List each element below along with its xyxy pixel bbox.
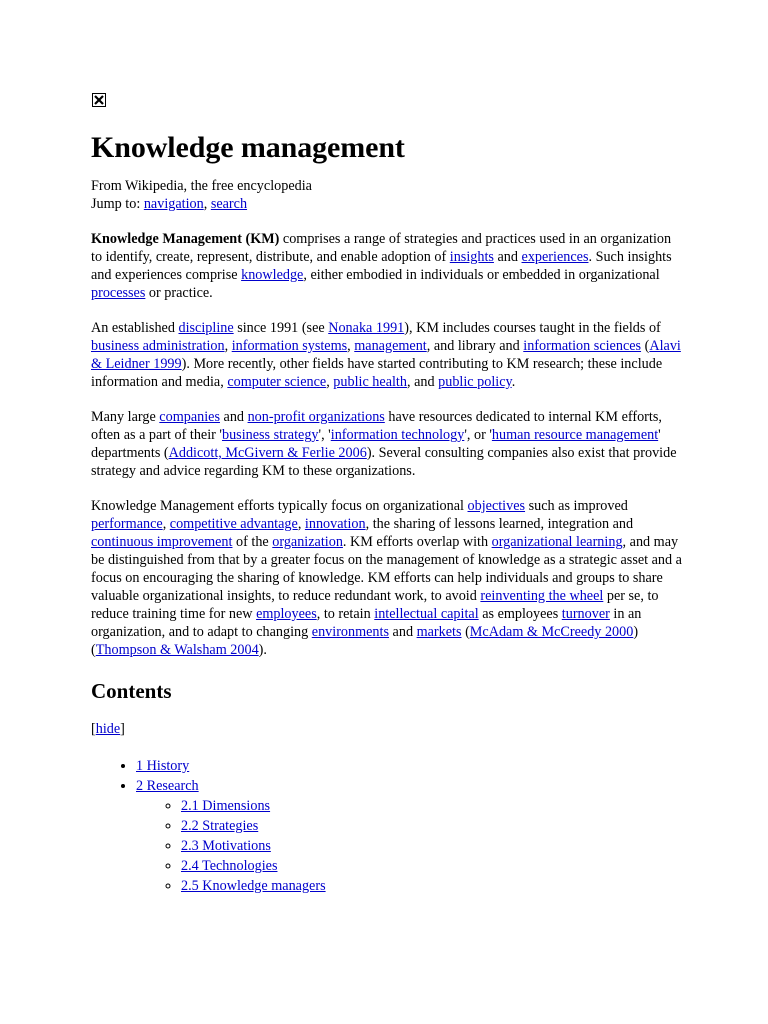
paragraph-text: , and (406, 374, 439, 390)
wiki-link[interactable]: public policy (438, 374, 512, 390)
paragraph-text: . (511, 374, 516, 390)
wiki-link[interactable]: processes (91, 285, 146, 301)
wiki-link[interactable]: continuous improvement (91, 534, 233, 550)
paragraph-text: , (347, 338, 355, 354)
wiki-link[interactable]: turnover (561, 606, 610, 622)
toc-item (136, 776, 683, 896)
article-body (91, 230, 683, 659)
paragraph-text: ). Several consulting companies also exist that provide strategy and advice regarding KM to these organizations. (91, 445, 677, 479)
wiki-link[interactable]: competitive advantage (169, 516, 298, 532)
bold-term: Knowledge Management (KM) (91, 231, 280, 247)
toc-sublink[interactable]: 2.5 Knowledge managers (181, 878, 326, 894)
article-paragraph (91, 408, 683, 480)
wiki-link[interactable]: information technology (330, 427, 465, 443)
site-tagline: From Wikipedia, the free encyclopedia (91, 178, 312, 194)
wiki-link[interactable]: management (354, 338, 427, 354)
toc-toggle-open: [ (91, 721, 96, 737)
toc-subitem (181, 796, 683, 816)
wiki-link[interactable]: insights (449, 249, 494, 265)
paragraph-text: ' departments ( (91, 427, 661, 461)
paragraph-text: as employees (478, 606, 562, 622)
jump-prefix: Jump to: (91, 196, 144, 212)
toc-subitem (181, 876, 683, 896)
wiki-link[interactable]: Addicott, McGivern & Ferlie 2006 (168, 445, 367, 461)
wiki-link[interactable]: McAdam & McCreedy 2000 (469, 624, 634, 640)
paragraph-text: per se, to reduce training time for new (91, 588, 659, 622)
paragraph-text: , to retain (316, 606, 375, 622)
wiki-link[interactable]: Alavi & Leidner 1999 (91, 338, 681, 372)
jump-navigation-link[interactable]: navigation (143, 196, 204, 212)
paragraph-text: ( (461, 624, 470, 640)
paragraph-text: have resources dedicated to internal KM efforts, often as a part of their ' (91, 409, 662, 443)
wiki-link[interactable]: performance (91, 516, 163, 532)
jump-search-link[interactable]: search (210, 196, 248, 212)
wiki-link[interactable]: information systems (231, 338, 348, 354)
wiki-link[interactable]: business strategy (221, 427, 319, 443)
paragraph-text: Knowledge Management efforts typically focus on organizational (91, 498, 468, 514)
wiki-link[interactable]: computer science (227, 374, 327, 390)
paragraph-text: , (224, 338, 232, 354)
wiki-link[interactable]: discipline (178, 320, 234, 336)
article-paragraph (91, 319, 683, 391)
paragraph-text: ). More recently, other fields have started contributing to KM research; these include information and media, (91, 356, 663, 390)
wiki-link[interactable]: business administration (91, 338, 225, 354)
paragraph-text: ) ( (91, 624, 639, 658)
paragraph-text: , either embodied in individuals or embedded in organizational (303, 267, 660, 283)
paragraph-text: . Such insights and experiences comprise (91, 249, 672, 283)
paragraph-text: . KM efforts overlap with (342, 534, 492, 550)
wiki-link[interactable]: non-profit organizations (247, 409, 385, 425)
paragraph-text: such as improved (525, 498, 628, 514)
toc-sublink[interactable]: 2.1 Dimensions (181, 798, 271, 814)
wiki-link[interactable]: objectives (467, 498, 526, 514)
paragraph-text: since 1991 (see (233, 320, 329, 336)
toc-toggle (91, 720, 683, 738)
wiki-link[interactable]: organization (272, 534, 343, 550)
jump-separator: , (203, 196, 211, 212)
wiki-link[interactable]: reinventing the wheel (480, 588, 604, 604)
paragraph-text: of the (232, 534, 273, 550)
wiki-link[interactable]: employees (256, 606, 317, 622)
paragraph-text: , (162, 516, 170, 532)
toc-subitem (181, 816, 683, 836)
wiki-link[interactable]: organizational learning (491, 534, 623, 550)
toc-sublink[interactable]: 2.3 Motivations (181, 838, 271, 854)
paragraph-text: and (219, 409, 248, 425)
wiki-link[interactable]: Thompson & Walsham 2004 (95, 642, 259, 658)
paragraph-text: , (297, 516, 305, 532)
toc-link[interactable]: 2 Research (136, 778, 199, 794)
paragraph-text: ', or ' (464, 427, 492, 443)
paragraph-text: , (326, 374, 334, 390)
toc-link[interactable]: 1 History (136, 758, 190, 774)
broken-image-icon (92, 93, 106, 107)
article-paragraph (91, 497, 683, 659)
paragraph-text: in an organization, and to adapt to changing (91, 606, 642, 640)
wiki-link[interactable]: information sciences (523, 338, 642, 354)
article-paragraph (91, 230, 683, 302)
paragraph-text: or practice. (145, 285, 213, 301)
contents-heading: Contents (91, 679, 172, 703)
toc-toggle-close: ] (120, 721, 125, 737)
paragraph-text: and (493, 249, 522, 265)
wiki-link[interactable]: intellectual capital (374, 606, 479, 622)
paragraph-text: , and may be distinguished from that by a greater focus on the management of knowledge as a strategic asset and a focus on encouraging the sharing of knowledge. KM efforts can help individuals and groups to share valuable organizational insights, to reduce redundant work, to avoid (91, 534, 682, 604)
toc-subitem (181, 856, 683, 876)
toc-sublink[interactable]: 2.2 Strategies (181, 818, 259, 834)
wiki-link[interactable]: companies (159, 409, 220, 425)
wiki-link[interactable]: innovation (304, 516, 366, 532)
toc-hide-link[interactable]: hide (95, 721, 121, 737)
paragraph-text: ), KM includes courses taught in the fields of (404, 320, 661, 336)
wiki-link[interactable]: Nonaka 1991 (328, 320, 405, 336)
wiki-link[interactable]: markets (416, 624, 462, 640)
jump-links (91, 195, 683, 213)
paragraph-text: ( (641, 338, 650, 354)
paragraph-text: , and library and (426, 338, 524, 354)
article (91, 88, 683, 896)
table-of-contents (91, 756, 683, 896)
paragraph-text: comprises a range of strategies and practices used in an organization to identify, create, represent, distribute, and enable adoption of (91, 231, 672, 265)
paragraph-text: and (389, 624, 417, 640)
wiki-link[interactable]: human resource management (491, 427, 659, 443)
wiki-link[interactable]: environments (311, 624, 389, 640)
toc-sublist (136, 796, 683, 896)
toc-subitem (181, 836, 683, 856)
toc-item (136, 756, 683, 776)
paragraph-text: , the sharing of lessons learned, integration and (365, 516, 634, 532)
paragraph-text: Many large (91, 409, 160, 425)
toc-sublink[interactable]: 2.4 Technologies (181, 858, 278, 874)
wiki-link[interactable]: public health (333, 374, 407, 390)
page-title: Knowledge management (91, 131, 405, 164)
wiki-link[interactable]: experiences (521, 249, 589, 265)
wiki-link[interactable]: knowledge (241, 267, 304, 283)
paragraph-text: ', ' (318, 427, 331, 443)
paragraph-text: An established (91, 320, 179, 336)
paragraph-text: ). (258, 642, 267, 658)
